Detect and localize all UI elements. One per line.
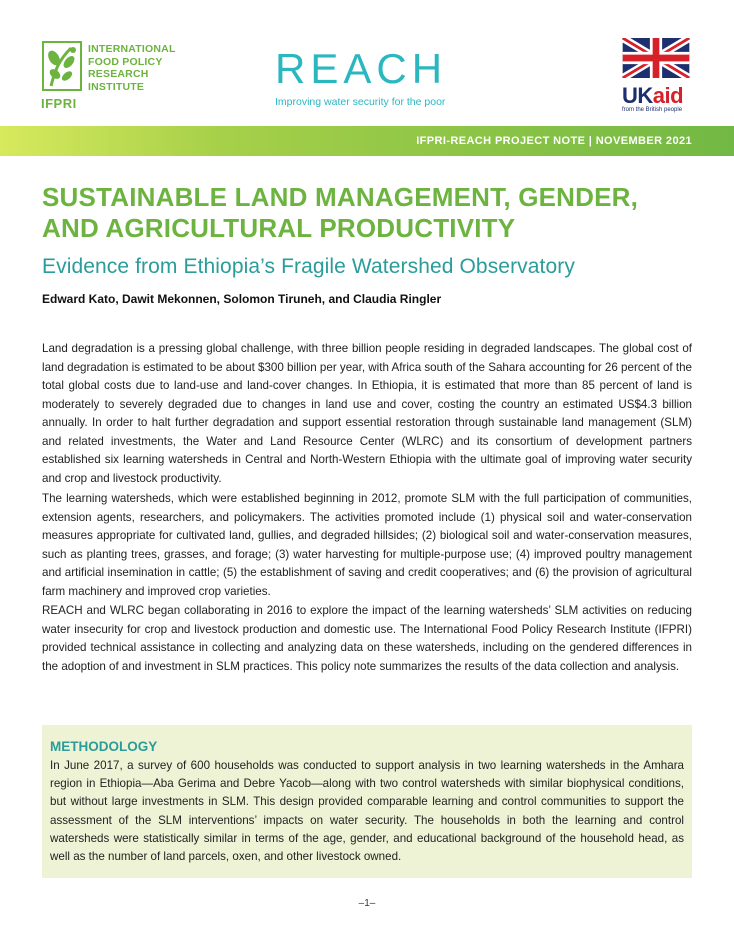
series-label: IFPRI-REACH PROJECT NOTE | NOVEMBER 2021 [416, 135, 692, 147]
ukaid-aid: aid [652, 83, 684, 108]
union-jack-icon [622, 38, 690, 78]
ukaid-uk: UK [622, 83, 653, 108]
body-paragraph: REACH and WLRC began collaborating in 2016 to explore the impact of the learning watersheds’ SLM activities on reducing water insecurity for crop and livestock production and domestic use. The International Food Policy Research Institute (IFPRI) provided technical assistance in collecting and analyzing data on these watersheds, including on the gendered differences in the adoption of and investment in SLM practices. This policy note summarizes the results of the data collection and analysis. [42, 604, 692, 673]
authors: Edward Kato, Dawit Mekonnen, Solomon Tiruneh, and Claudia Ringler [42, 292, 442, 306]
ukaid-wordmark [622, 85, 692, 107]
ukaid-logo [622, 38, 692, 113]
ifpri-abbreviation: IFPRI [41, 96, 77, 111]
methodology-heading: METHODOLOGY [50, 739, 158, 754]
page-number: –1– [358, 898, 376, 909]
page-subtitle: Evidence from Ethiopia’s Fragile Watershed Observatory [42, 255, 575, 278]
ifpri-name-line: RESEARCH [88, 68, 149, 80]
ifpri-name-line: INSTITUTE [88, 80, 145, 93]
reach-wordmark: REACH [275, 45, 448, 92]
reach-logo [275, 45, 460, 108]
ifpri-logo [41, 40, 181, 110]
ukaid-tagline: from the British people [622, 107, 683, 113]
ifpri-leaf-icon [41, 40, 83, 98]
title-line: AND AGRICULTURAL PRODUCTIVITY [42, 213, 516, 243]
methodology-text: In June 2017, a survey of 600 households was conducted to support analysis in two learning watersheds in the Amhara region in Ethiopia—Aba Gerima and Debre Yacob—along with two control watersheds with similar biophysical conditions, but without large investments in SLM. This design provided comparable learning and control communities to support the assessment of the SLM interventions’ impacts on water security. The households in both the learning and control watersheds were statistically similar in terms of the age, gender, and educational background of the household head, as well as the number of land parcels, oxen, and other livestock owned. [50, 759, 684, 864]
body-paragraph: The learning watersheds, which were established beginning in 2012, promote SLM with the full participation of communities, extension agents, researchers, and policymakers. The activities promoted include (1) physical soil and water-conservation measures appropriate for cultivated land, gullies, and degraded hillsides; (2) biological soil and water-conservation measures, such as planting trees, grasses, and forage; (3) water harvesting for multiple-purpose use; (4) improved poultry management and artificial insemination in cattle; (5) the establishment of saving and credit cooperatives; and (6) the provision of agricultural farm machinery and improved crop varieties. [42, 492, 692, 598]
ifpri-name-line: INTERNATIONAL [88, 43, 176, 55]
title-line: SUSTAINABLE LAND MANAGEMENT, GENDER, [42, 182, 639, 212]
body-paragraph: Land degradation is a pressing global challenge, with three billion people residing in degraded landscapes. The global cost of land degradation is estimated to be about $300 billion per year, with Africa south of the Sahara accounting for 26 percent of the total global costs due to land-use and land-cover changes. In Ethiopia, it is estimated that more than 85 percent of land is moderately to severely degraded due to changes in land use and cover, costing the country an estimated US$4.3 billion annually. In order to halt further degradation and support essential restoration through sustainable land management (SLM) and related investments, the Water and Land Resource Center (WLRC) and its consortium of development partners established six learning watersheds in Central and North-Western Ethiopia with the ultimate goal of improving water security and crop and livestock productivity. [42, 342, 692, 485]
page-title [42, 182, 702, 244]
ifpri-name [88, 43, 176, 93]
methodology-box [42, 725, 692, 878]
series-band [0, 126, 734, 156]
reach-tagline: Improving water security for the poor [275, 96, 446, 108]
ifpri-name-line: FOOD POLICY [88, 55, 163, 68]
